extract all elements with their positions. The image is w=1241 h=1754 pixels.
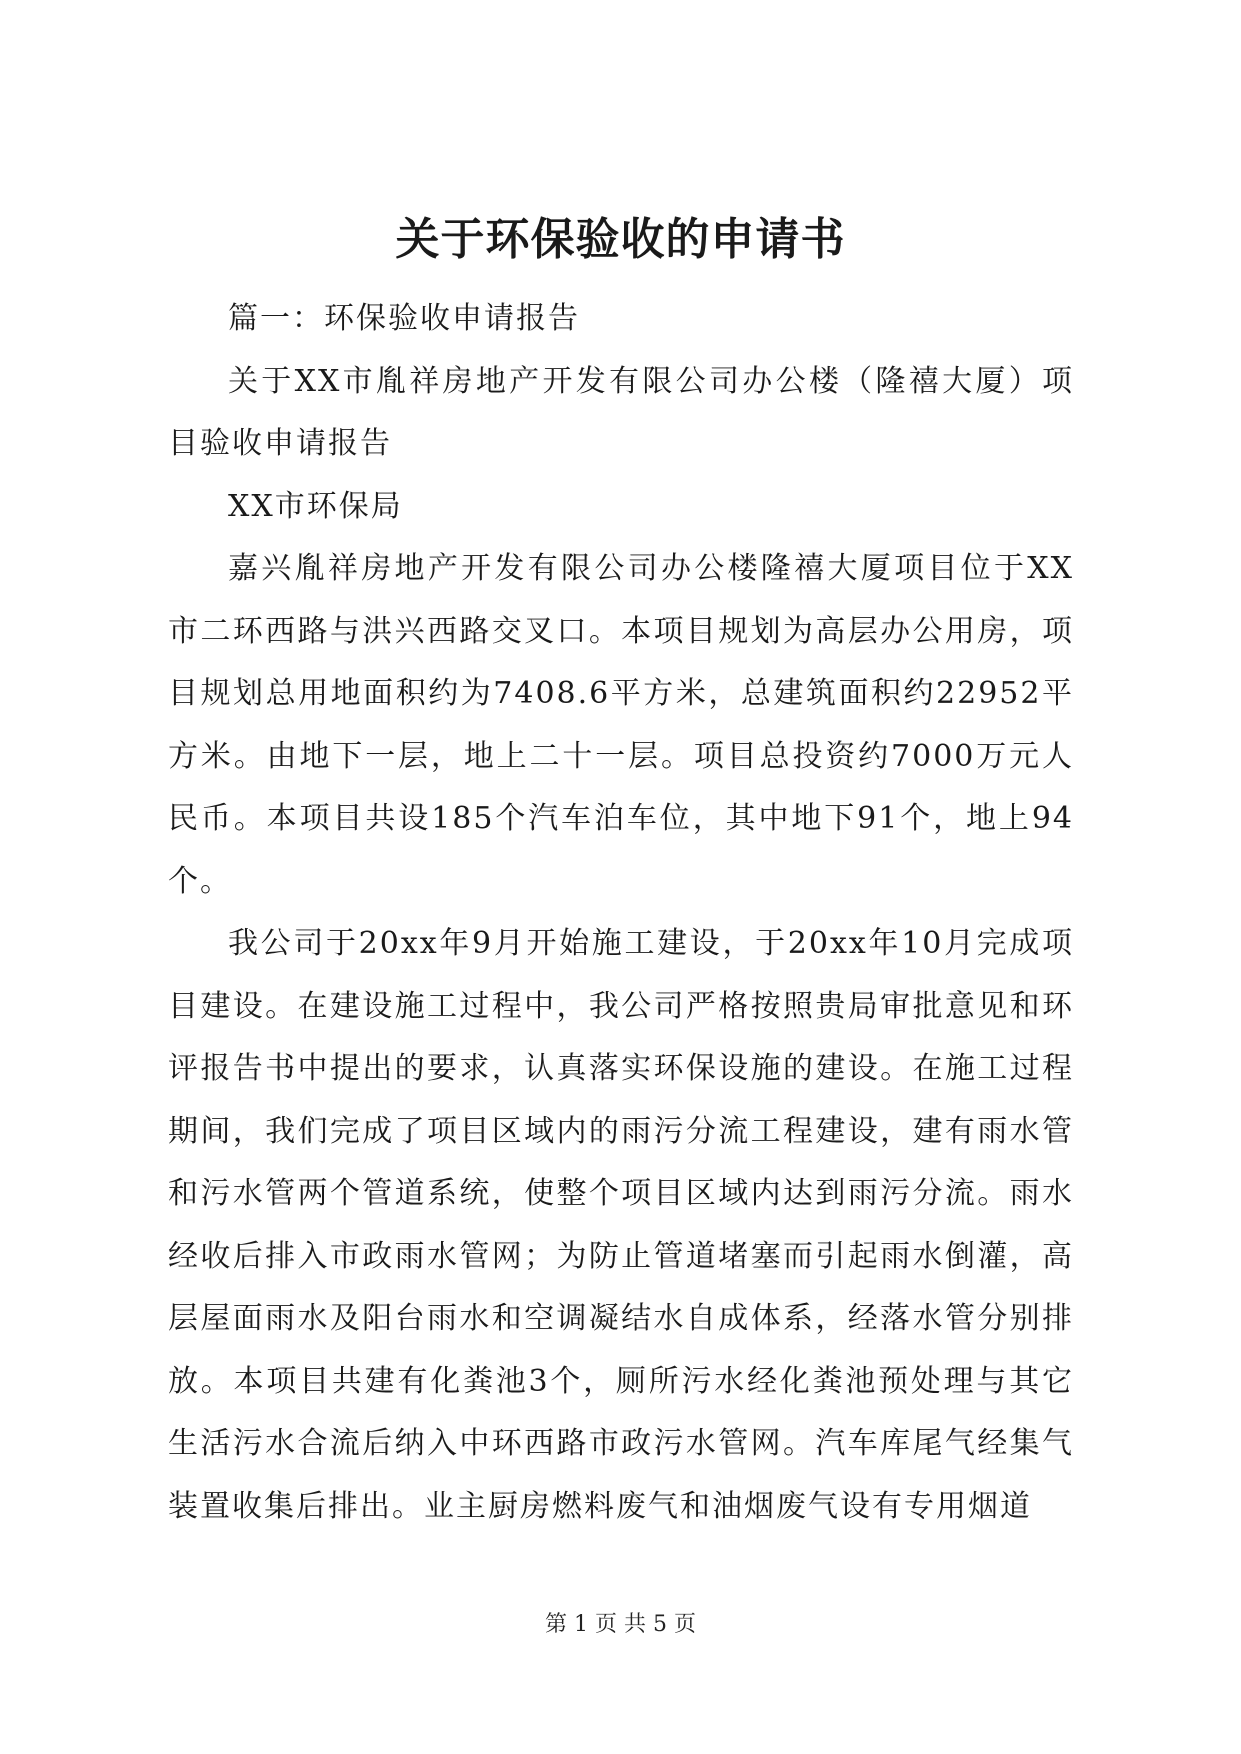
document-body xyxy=(168,288,1074,1538)
section-heading: 篇一：环保验收申请报告 xyxy=(228,301,580,336)
body-paragraph: 嘉兴胤祥房地产开发有限公司办公楼隆禧大厦项目位于XX市二环西路与洪兴西路交叉口。本项目规划为高层办公用房，项目规划总用地面积约为7408.6平方米，总建筑面积约22952平方米。由地下一层，地上二十一层。项目总投资约7000万元人民币。本项目共设185个汽车泊车位，其中地下91个，地上94个。 xyxy=(168,551,1074,899)
document-title: 关于环保验收的申请书 xyxy=(395,214,846,265)
recipient: XX市环保局 xyxy=(228,488,403,524)
page-number: 第 1 页 共 5 页 xyxy=(545,1612,696,1637)
body-paragraph: 我公司于20xx年9月开始施工建设，于20xx年10月完成项目建设。在建设施工过程中，我公司严格按照贵局审批意见和环评报告书中提出的要求，认真落实环保设施的建设。在施工过程期间，我们完成了项目区域内的雨污分流工程建设，建有雨水管和污水管两个管道系统，使整个项目区域内达到雨污分流。雨水经收后排入市政雨水管网；为防止管道堵塞而引起雨水倒灌，高层屋面雨水及阳台雨水和空调凝结水自成体系，经落水管分别排放。本项目共建有化粪池3个，厕所污水经化粪池预处理与其它生活污水合流后纳入中环西路市政污水管网。汽车库尾气经集气装置收集后排出。业主厨房燃料废气和油烟废气设有专用烟道 xyxy=(168,926,1074,1524)
report-title: 关于XX市胤祥房地产开发有限公司办公楼（隆禧大厦）项目验收申请报告 xyxy=(168,363,1074,461)
